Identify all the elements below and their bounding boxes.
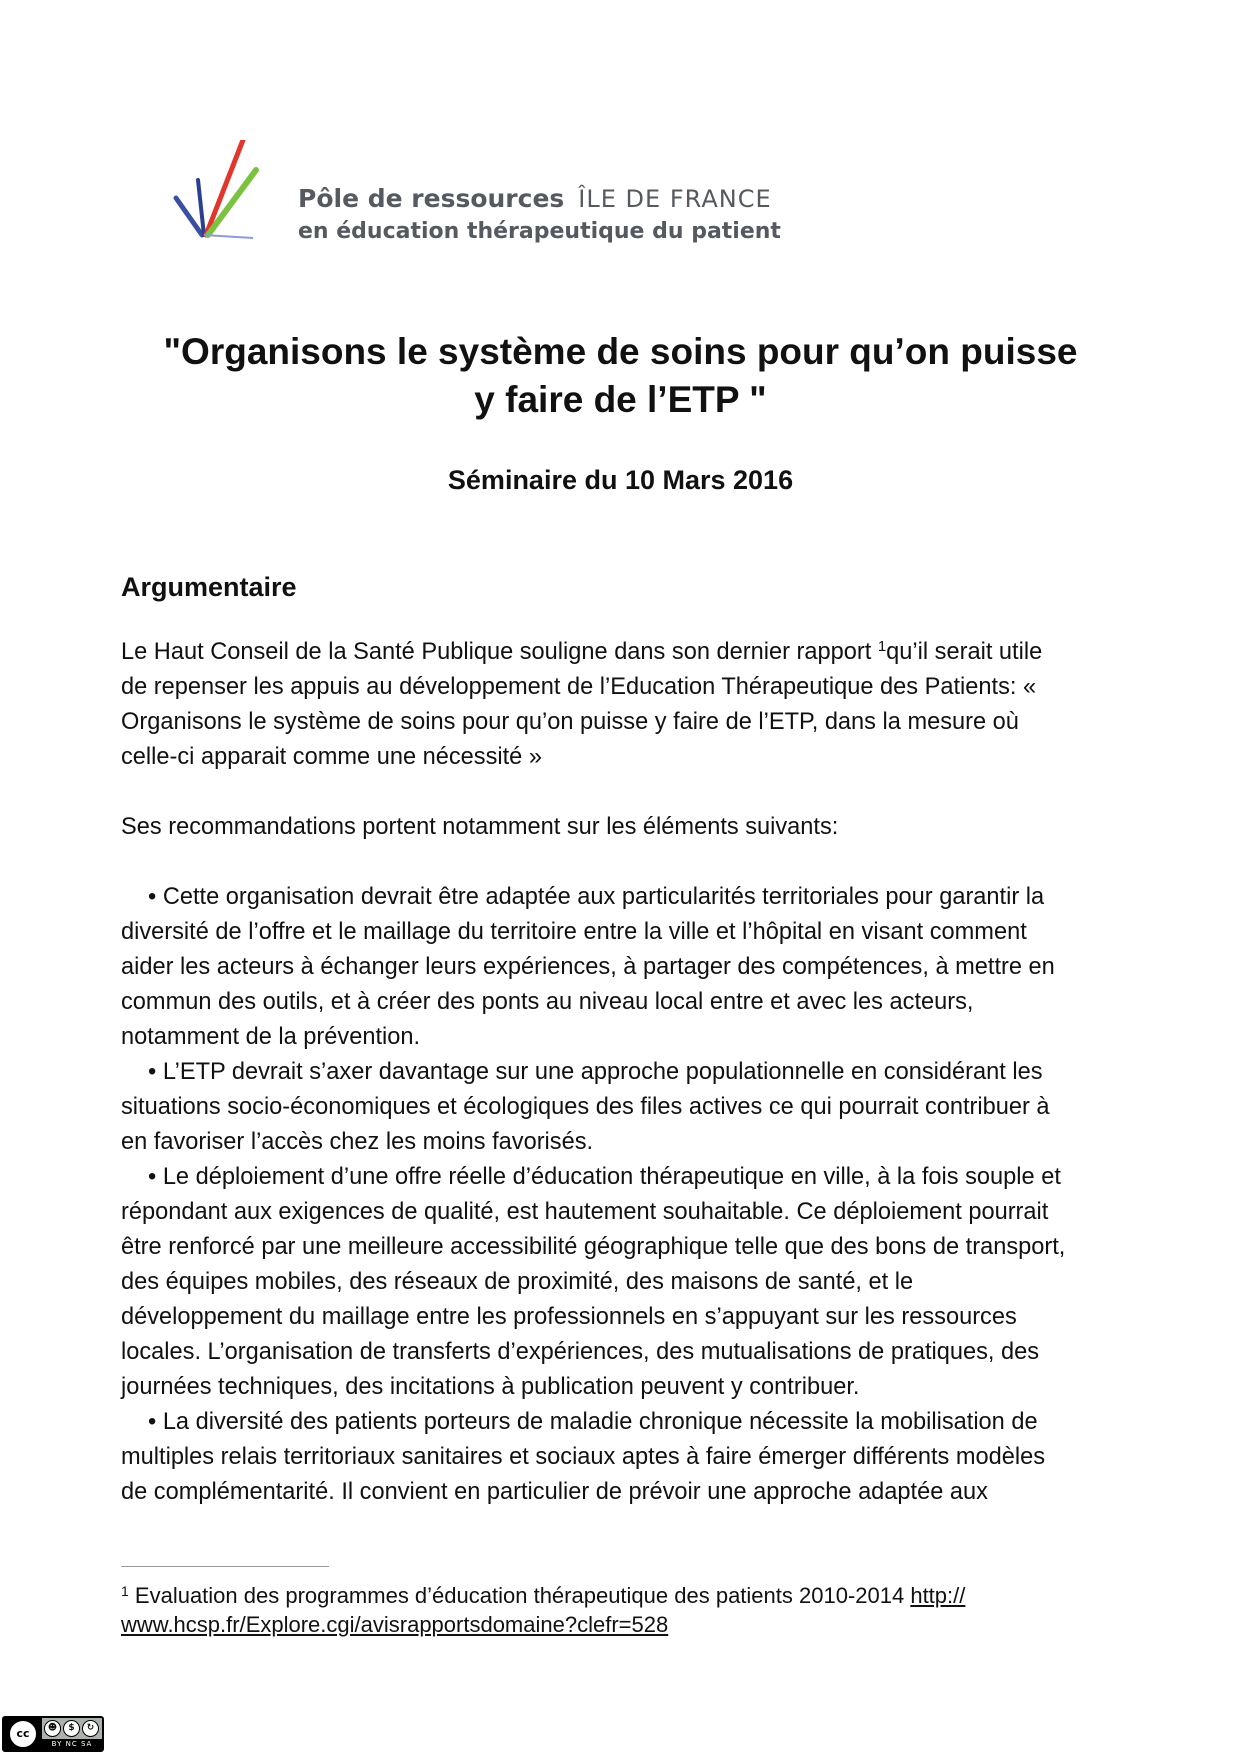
bullet-line: développement du maillage entre les professionnels en s’appuyant sur les ressources <box>121 1304 1017 1330</box>
bullet-line: • La diversité des patients porteurs de maladie chronique nécessite la mobilisation de <box>148 1409 1038 1435</box>
footnote-divider <box>121 1566 329 1567</box>
sa-icon: ↻ <box>82 1720 99 1737</box>
section-heading: Argumentaire <box>121 572 297 602</box>
paragraph-line: de repenser les appuis au développement de l’Education Thérapeutique des Patients: « <box>121 674 1037 700</box>
logo-name: Pôle de ressources <box>298 184 565 213</box>
bullet-line: diversité de l’offre et le maillage du territoire entre la ville et l’hôpital en visant comment <box>121 919 1027 945</box>
paragraph-line: celle-ci apparait comme une nécessité » <box>121 744 542 770</box>
document-title <box>100 328 1141 424</box>
logo-region: ÎLE DE FRANCE <box>578 185 772 213</box>
bullet-line: répondant aux exigences de qualité, est hautement souhaitable. Ce déploiement pourrait <box>121 1199 1049 1225</box>
bullet-item <box>121 880 1131 1055</box>
bullet-line: commun des outils, et à créer des ponts au niveau local entre et avec les acteurs, <box>121 989 974 1015</box>
bullet-line: des équipes mobiles, des réseaux de proximité, des maisons de santé, et le <box>121 1269 914 1295</box>
paragraph-line: Le Haut Conseil de la Santé Publique souligne dans son dernier rapport <box>121 639 878 665</box>
bullet-line: • Cette organisation devrait être adaptée aux particularités territoriales pour garantir la <box>148 884 1045 910</box>
bullet-item <box>121 1055 1131 1160</box>
document-body <box>121 635 1131 1510</box>
paragraph-recommendations <box>121 810 1131 845</box>
footnote-link-part2[interactable]: www.hcsp.fr/Explore.cgi/avisrapportsdomaine?clefr=528 <box>121 1612 669 1637</box>
license-strip: BY NC SA <box>42 1739 102 1750</box>
paragraph-line: Organisons le système de soins pour qu’on puisse y faire de l’ETP, dans la mesure où <box>121 709 1019 735</box>
bullet-line: • Le déploiement d’une offre réelle d’éducation thérapeutique en ville, à la fois souple et <box>148 1164 1061 1190</box>
bullet-line: notamment de la prévention. <box>121 1024 421 1050</box>
title-line-2: y faire de l’ETP " <box>474 379 767 420</box>
paragraph-intro <box>121 635 1131 775</box>
footnote-text: Evaluation des programmes d’éducation thérapeutique des patients 2010-2014 <box>128 1583 911 1608</box>
footnote-ref[interactable]: 1 <box>877 638 887 655</box>
bullet-item <box>121 1160 1131 1405</box>
bullet-line: • L’ETP devrait s’axer davantage sur une approche populationnelle en considérant les <box>148 1059 1043 1085</box>
logo-mark-icon <box>168 140 268 250</box>
title-line-1: "Organisons le système de soins pour qu’on puisse <box>163 331 1078 372</box>
paragraph-line: Ses recommandations portent notamment sur les éléments suivants: <box>121 814 839 840</box>
by-icon: ☻ <box>44 1720 61 1737</box>
logo-text <box>298 182 781 248</box>
footnote <box>121 1581 1131 1639</box>
logo <box>168 140 781 255</box>
nc-icon: $ <box>63 1720 80 1737</box>
bullet-line: aider les acteurs à échanger leurs expériences, à partager des compétences, à mettre en <box>121 954 1055 980</box>
bullet-line: en favoriser l’accès chez les moins favorisés. <box>121 1129 594 1155</box>
bullet-line: être renforcé par une meilleure accessibilité géographique telle que des bons de transport, <box>121 1234 1066 1260</box>
paragraph-line: qu’il serait utile <box>886 639 1043 665</box>
logo-tagline: en éducation thérapeutique du patient <box>298 219 781 244</box>
bullet-line: situations socio-économiques et écologiques des files actives ce qui pourrait contribuer à <box>121 1094 1050 1120</box>
footnote-number: 1 <box>121 1583 129 1599</box>
bullet-item <box>121 1405 1131 1510</box>
cc-icon: cc <box>8 1719 38 1749</box>
bullet-line: multiples relais territoriaux sanitaires et sociaux aptes à faire émerger différents modèles <box>121 1444 1046 1470</box>
footnote-link-part1[interactable]: http:// <box>910 1583 966 1608</box>
bullet-line: de complémentarité. Il convient en particulier de prévoir une approche adaptée aux <box>121 1479 988 1505</box>
bullet-line: journées techniques, des incitations à publication peuvent y contribuer. <box>121 1374 860 1400</box>
bullet-line: locales. L’organisation de transferts d’expériences, des mutualisations de pratiques, des <box>121 1339 1040 1365</box>
seminar-date: Séminaire du 10 Mars 2016 <box>447 465 794 495</box>
cc-license-badge[interactable] <box>2 1716 104 1752</box>
